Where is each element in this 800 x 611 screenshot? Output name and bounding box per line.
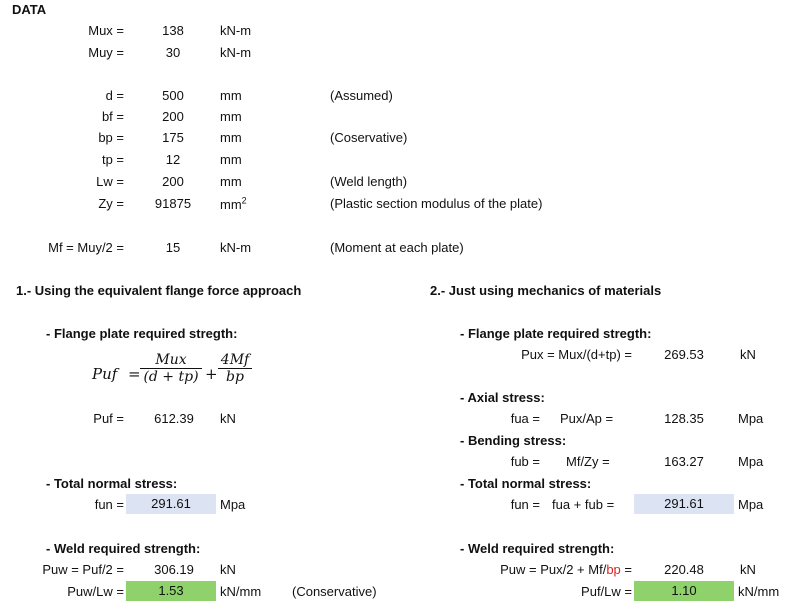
fub-unit: Mpa xyxy=(738,454,764,469)
formula-fraction-2 xyxy=(218,352,252,385)
fun-value-cell: 291.61 xyxy=(634,494,734,514)
data-value: 138 xyxy=(162,23,184,38)
section-heading: 1.- Using the equivalent flange force approach xyxy=(16,283,302,298)
data-value: 200 xyxy=(162,174,184,189)
data-value: 500 xyxy=(162,88,184,103)
data-label: Zy = xyxy=(98,196,124,211)
section-heading: 2.- Just using mechanics of materials xyxy=(430,283,662,298)
subsection-heading: - Bending stress: xyxy=(460,433,567,448)
data-value: 15 xyxy=(165,240,181,255)
data-value: 30 xyxy=(165,45,181,60)
data-unit: mm xyxy=(220,109,242,124)
formula-plus: + xyxy=(205,365,218,383)
data-value: 12 xyxy=(165,152,181,167)
data-note: (Plastic section modulus of the plate) xyxy=(330,196,543,211)
fua-unit: Mpa xyxy=(738,411,764,426)
fraction-denominator: (d + tp) xyxy=(140,368,202,385)
fua-label: fua = xyxy=(510,411,540,426)
subsection-heading: - Weld required strength: xyxy=(460,541,615,556)
data-title: DATA xyxy=(12,2,47,17)
fun-unit: Mpa xyxy=(220,497,246,512)
data-note: (Assumed) xyxy=(330,88,393,103)
puw-unit: kN xyxy=(740,562,756,577)
puw-label: Puw = Puf/2 = xyxy=(42,562,124,577)
fun-value-cell: 291.61 xyxy=(126,494,216,514)
subsection-heading: - Total normal stress: xyxy=(460,476,592,491)
puw-lw-value-cell: 1.53 xyxy=(126,581,216,601)
fun-unit: Mpa xyxy=(738,497,764,512)
data-unit: kN-m xyxy=(220,45,252,60)
data-note: (Coservative) xyxy=(330,130,408,145)
fub-label: fub = xyxy=(510,454,540,469)
data-label: tp = xyxy=(101,152,124,167)
data-label: Lw = xyxy=(96,174,124,189)
data-label: d = xyxy=(105,88,124,103)
formula-lhs: Puf xyxy=(92,365,118,383)
data-unit: kN-m xyxy=(220,23,252,38)
puf-label: Puf = xyxy=(93,411,124,426)
subsection-heading: - Axial stress: xyxy=(460,390,545,405)
fub-value: 163.27 xyxy=(664,454,704,469)
data-label: Muy = xyxy=(88,45,124,60)
pf-lw-label: Puf/Lw = xyxy=(581,584,632,599)
puw-lw-unit: kN/mm xyxy=(220,584,262,599)
subsection-heading: - Weld required strength: xyxy=(46,541,201,556)
unit-superscript: 2 xyxy=(241,195,247,206)
pf-lw-value-cell: 1.10 xyxy=(634,581,734,601)
pf-lw-unit: kN/mm xyxy=(738,584,780,599)
data-unit: $mm^2$ xyxy=(220,195,247,212)
fua-value: 128.35 xyxy=(664,411,704,426)
data-label: Mux = xyxy=(88,23,124,38)
subsection-heading: - Total normal stress: xyxy=(46,476,178,491)
fun-expression: fua + fub = xyxy=(552,497,615,512)
pux-value: 269.53 xyxy=(664,347,704,362)
pux-unit: kN xyxy=(740,347,756,362)
puw-value: 220.48 xyxy=(664,562,704,577)
puf-value: 612.39 xyxy=(154,411,194,426)
data-note: (Moment at each plate) xyxy=(330,240,464,255)
highlighted-term: bp xyxy=(606,562,621,577)
formula-fraction-1 xyxy=(140,352,202,385)
fun-label: fun = xyxy=(94,497,124,512)
fraction-numerator: Mux xyxy=(155,352,187,368)
data-value: 200 xyxy=(162,109,184,124)
puw-lw-note: (Conservative) xyxy=(292,584,377,599)
data-label: bf = xyxy=(101,109,124,124)
subsection-heading: - Flange plate required stregth: xyxy=(46,326,238,341)
data-value: 175 xyxy=(162,130,184,145)
puw-lw-label: Puw/Lw = xyxy=(67,584,124,599)
puf-unit: kN xyxy=(220,411,236,426)
subsection-heading: - Flange plate required stregth: xyxy=(460,326,652,341)
data-label: Mf = Muy/2 = xyxy=(48,240,124,255)
pux-label: Pux = Mux/(d+tp) = xyxy=(521,347,632,362)
fun-label: fun = xyxy=(510,497,540,512)
puw-unit: kN xyxy=(220,562,236,577)
data-label: bp = xyxy=(98,130,124,145)
data-unit: mm xyxy=(220,152,242,167)
fub-expression: Mf/Zy = xyxy=(566,454,610,469)
data-unit: mm xyxy=(220,130,242,145)
data-unit: mm xyxy=(220,174,242,189)
fraction-denominator: bp xyxy=(218,368,252,385)
fua-expression: Pux/Ap = xyxy=(560,411,614,426)
data-value: 91875 xyxy=(154,196,192,211)
data-unit: kN-m xyxy=(220,240,252,255)
puw-value: 306.19 xyxy=(154,562,194,577)
data-unit: mm xyxy=(220,88,242,103)
formula-equals: = xyxy=(128,365,141,383)
fraction-numerator: 4Mf xyxy=(220,352,250,368)
data-note: (Weld length) xyxy=(330,174,408,189)
puw-label: Puw = Pux/2 + Mf/bp = xyxy=(500,562,632,577)
